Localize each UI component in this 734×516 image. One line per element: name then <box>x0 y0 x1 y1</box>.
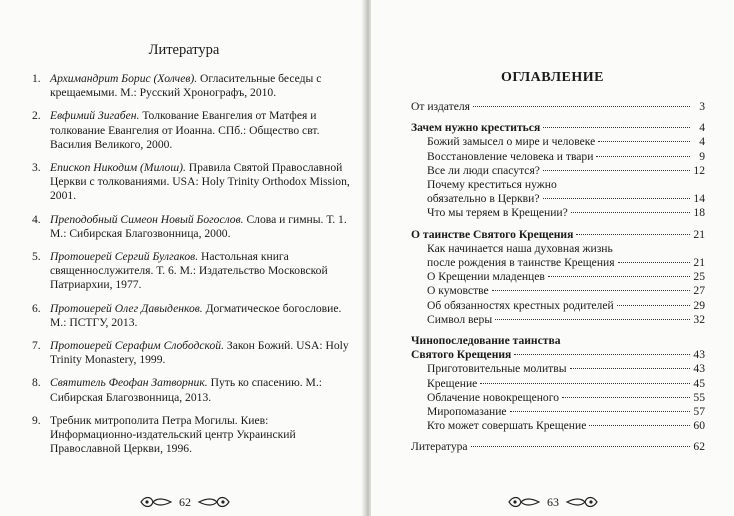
bib-author: Епископ Никодим (Милош). <box>50 161 186 175</box>
toc-section-row: Зачем нужно креститься 4 <box>411 121 705 135</box>
toc-row: Об обязанностях крестных родителей 29 <box>427 298 705 312</box>
page-number: 62 <box>179 494 191 509</box>
toc-row: О кумовстве 27 <box>427 284 705 298</box>
bib-text: Настольная книга священнослужителя. Т. 6. М.: Издательство Московской Патриархии, 1977. <box>50 250 328 292</box>
toc-row: Восстановление человека и твари 9 <box>427 149 705 163</box>
table-of-contents <box>411 100 705 455</box>
page-number: 63 <box>547 494 559 509</box>
bib-author: Протоиерей Сергий Булгаков. <box>50 250 199 264</box>
toc-row: Облачение новокрещеного 55 <box>427 390 705 404</box>
bibliography-item: 1. Архимандрит Борис (Холчев). Огласительные беседы с крещаемыми. М.: Русский Хронографъ, 2010. <box>32 72 322 100</box>
toc-row: О Крещении младенцев 25 <box>427 270 705 284</box>
right-page-footer <box>488 494 618 510</box>
toc-row: Божий замысел о мире и человеке 4 <box>427 135 705 149</box>
ornament-icon <box>197 496 231 508</box>
bib-author: Святитель Феофан Затворник. <box>50 376 208 390</box>
toc-row: обязательно в Церкви? 14 <box>427 192 705 206</box>
toc-row: От издателя 3 <box>411 100 705 113</box>
bib-text: Догматическое богословие. М.: ПСТГУ, 2013. <box>50 301 342 329</box>
toc-row: Приготовительные молитвы 43 <box>427 362 705 376</box>
left-page-footer <box>110 494 260 510</box>
ornament-icon <box>139 496 173 508</box>
bibliography-title: Литература <box>148 42 220 58</box>
right-page <box>371 0 734 516</box>
toc-row: Крещение 45 <box>427 376 705 390</box>
toc-row: Миропомазание 57 <box>427 405 705 419</box>
bib-author: Протоиерей Серафим Слободской. <box>50 339 224 353</box>
toc-row: Что мы теряем в Крещении? 18 <box>427 206 705 220</box>
left-page <box>0 0 365 516</box>
bibliography-item: 2. Евфимий Зигабен. Толкование Евангелия от Матфея и толкование Евангелия от Иоанна. СПб.: Общество свт. Василия Великого, 2000. <box>32 109 320 151</box>
bibliography-item: 7. Протоиерей Серафим Слободской. Закон Божий. USA: Holy Trinity Monastery, 1999. <box>32 339 349 367</box>
toc-section-prefix: Чинопоследование таинства <box>411 334 561 348</box>
toc-section-row: О таинстве Святого Крещения 21 <box>411 227 705 241</box>
ornament-icon <box>565 496 599 508</box>
bibliography-item: 6. Протоиерей Олег Давыденков. Догматическое богословие. М.: ПСТГУ, 2013. <box>32 301 342 329</box>
ornament-icon <box>507 496 541 508</box>
bib-text: Путь ко спасению. М.: Сибирская Благозвонница, 2013. <box>50 376 322 404</box>
toc-row: Литература 62 <box>411 440 705 454</box>
bibliography-item: 5. Протоиерей Сергий Булгаков. Настольная книга священнослужителя. Т. 6. М.: Издательство Московской Патриархии, 1977. <box>32 250 328 292</box>
toc-row-prefix: Почему креститься нужно <box>427 178 557 192</box>
toc-row-prefix: Как начинается наша духовная жизнь <box>427 241 613 255</box>
bib-text: Толкование Евангелия от Матфея и толкование Евангелия от Иоанна. СПб.: Общество свт. Василия Великого, 2000. <box>50 109 320 151</box>
bibliography-item: 4. Преподобный Симеон Новый Богослов. Слова и гимны. Т. 1. М.: Сибирская Благозвонница, 2000. <box>32 212 347 240</box>
toc-row: после рождения в таинстве Крещения 21 <box>427 256 705 270</box>
bibliography-item: 9. Требник митрополита Петра Могилы. Киев: Информационно-издательский центр Украинский Православной Церкви, 1996. <box>32 413 296 456</box>
bibliography-list <box>20 72 350 465</box>
bib-author: Архимандрит Борис (Холчев). <box>50 72 198 85</box>
bib-author: Протоиерей Олег Давыденков. <box>50 301 203 315</box>
bib-text: Правила Святой Православной Церкви с толкованиями. USA: Holy Trinity Orthodox Mission, 2001. <box>50 161 350 203</box>
bib-author: Евфимий Зигабен. <box>50 109 140 123</box>
bib-author: Преподобный Симеон Новый Богослов. <box>50 212 244 226</box>
toc-row: Все ли люди спасутся? 12 <box>427 163 705 177</box>
bib-text: Слова и гимны. Т. 1. М.: Сибирская Благозвонница, 2000. <box>50 212 347 240</box>
toc-section-row: Святого Крещения 43 <box>411 348 705 362</box>
bib-text: Огласительные беседы с крещаемыми. М.: Русский Хронографъ, 2010. <box>50 72 322 100</box>
toc-title: ОГЛАВЛЕНИЕ <box>501 70 604 85</box>
toc-row: Кто может совершать Крещение 60 <box>427 419 705 433</box>
bibliography-item: 8. Святитель Феофан Затворник. Путь ко спасению. М.: Сибирская Благозвонница, 2013. <box>32 376 322 404</box>
toc-row: Символ веры 32 <box>427 312 705 326</box>
bibliography-item: 3. Епископ Никодим (Милош). Правила Святой Православной Церкви с толкованиями. USA: Holy Trinity Orthodox Mission, 2001. <box>32 161 350 203</box>
bib-text: Требник митрополита Петра Могилы. Киев: Информационно-издательский центр Украинский Православной Церкви, 1996. <box>50 413 296 456</box>
bib-text: Закон Божий. USA: Holy Trinity Monastery, 1999. <box>50 339 349 367</box>
